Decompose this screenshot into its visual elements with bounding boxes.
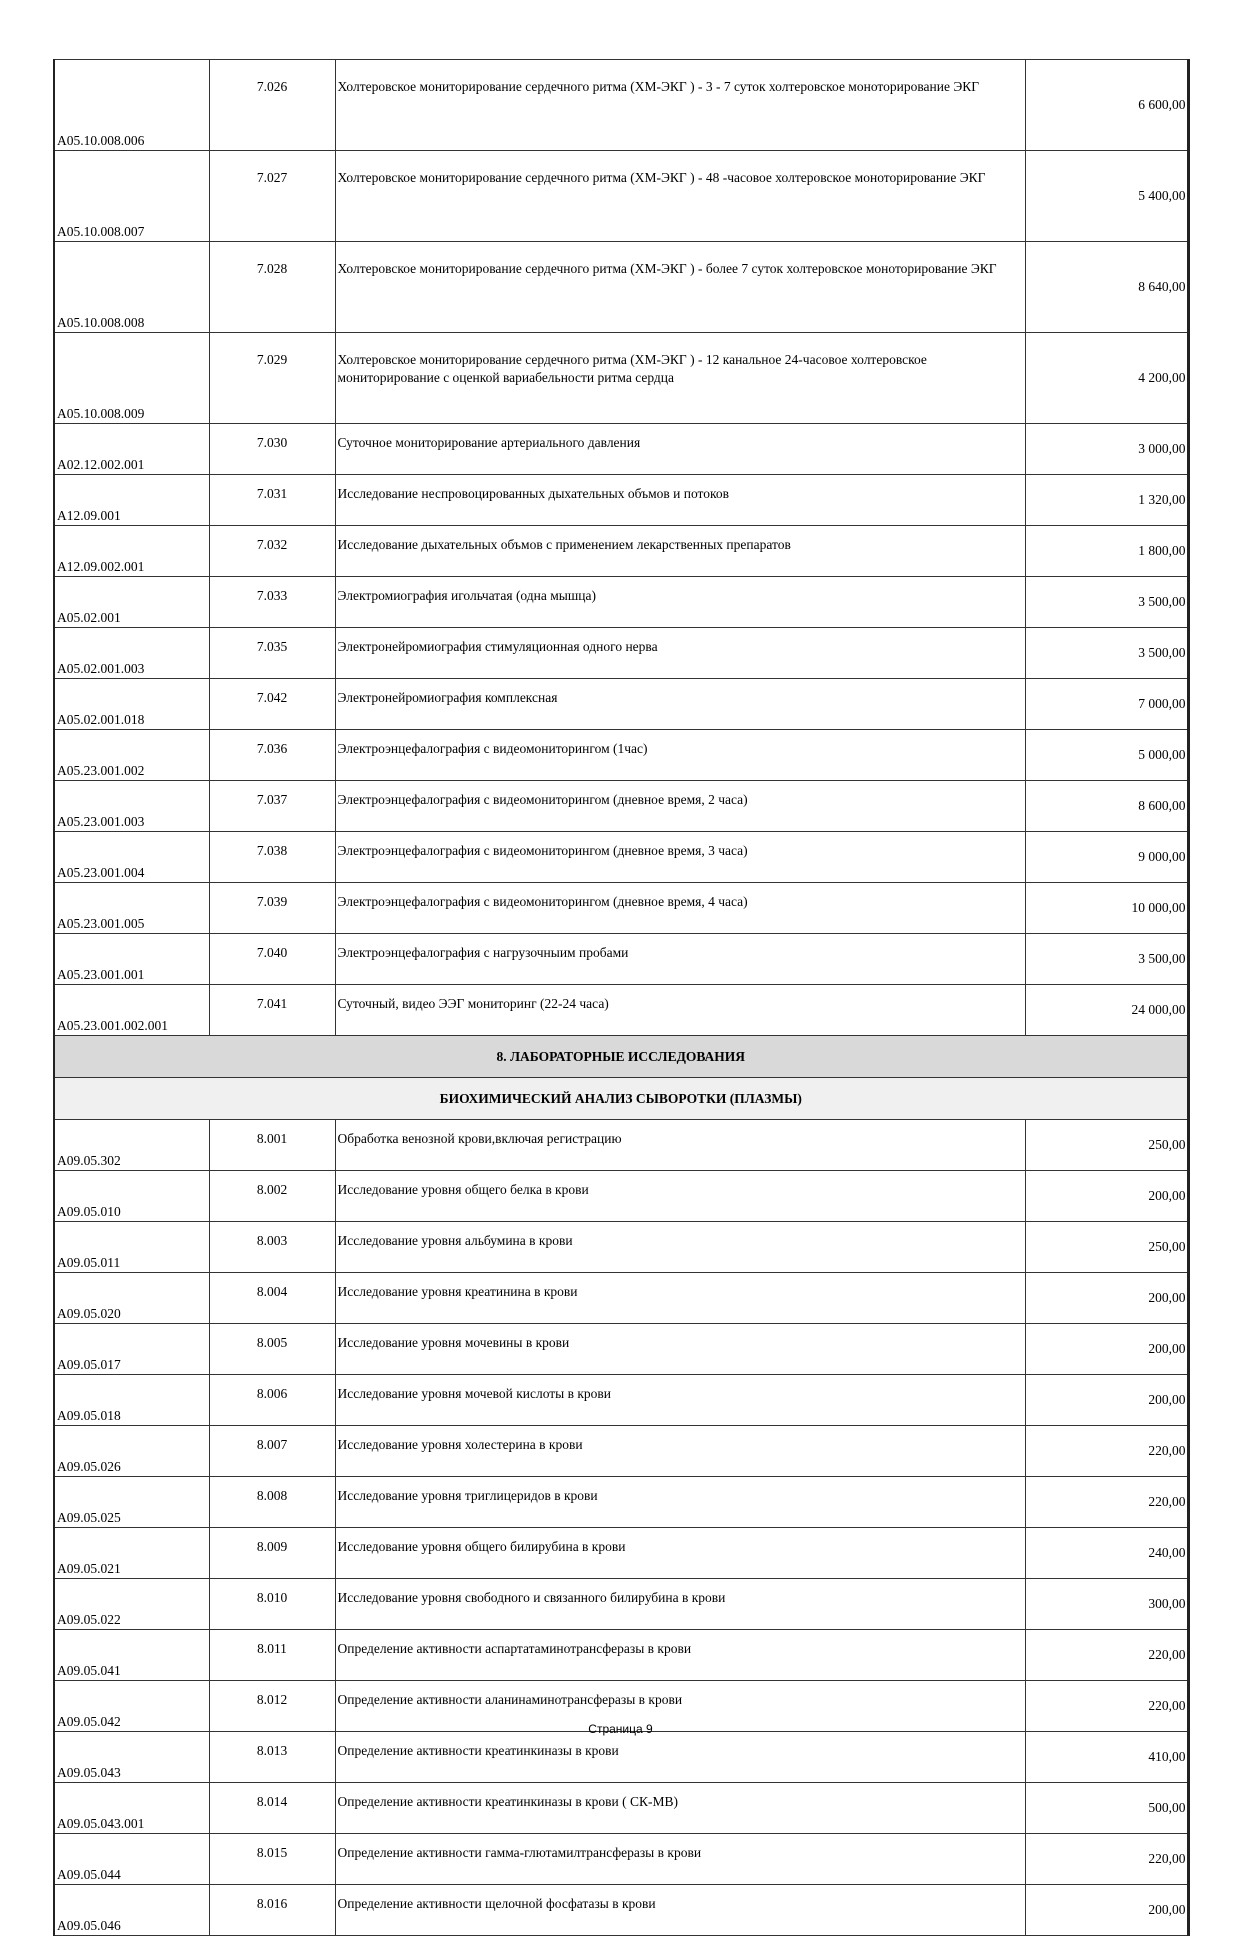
service-description-cell: Исследование неспровоцированных дыхательных объмов и потоков bbox=[335, 475, 1025, 526]
price-cell: 8 600,00 bbox=[1025, 781, 1188, 832]
price-cell: 500,00 bbox=[1025, 1783, 1188, 1834]
subsection-title: БИОХИМИЧЕСКИЙ АНАЛИЗ СЫВОРОТКИ (ПЛАЗМЫ) bbox=[54, 1078, 1188, 1120]
item-number-cell: 8.004 bbox=[209, 1273, 335, 1324]
price-cell: 24 000,00 bbox=[1025, 985, 1188, 1036]
table-row bbox=[54, 832, 1188, 883]
price-cell: 4 200,00 bbox=[1025, 333, 1188, 424]
item-number-cell: 8.014 bbox=[209, 1783, 335, 1834]
service-code-cell: A12.09.002.001 bbox=[54, 526, 209, 577]
price-cell: 250,00 bbox=[1025, 1120, 1188, 1171]
item-number-cell: 7.026 bbox=[209, 60, 335, 151]
table-row bbox=[54, 333, 1188, 424]
service-description-cell: Исследование уровня креатинина в крови bbox=[335, 1273, 1025, 1324]
service-description-cell: Исследование уровня мочевины в крови bbox=[335, 1324, 1025, 1375]
service-description-cell: Суточное мониторирование артериального давления bbox=[335, 424, 1025, 475]
price-cell: 10 000,00 bbox=[1025, 883, 1188, 934]
table-row bbox=[54, 577, 1188, 628]
service-code-cell: A09.05.011 bbox=[54, 1222, 209, 1273]
table-row bbox=[54, 1732, 1188, 1783]
price-cell: 220,00 bbox=[1025, 1681, 1188, 1732]
item-number-cell: 7.030 bbox=[209, 424, 335, 475]
table-row bbox=[54, 679, 1188, 730]
table-row bbox=[54, 730, 1188, 781]
table-row bbox=[54, 475, 1188, 526]
service-description-cell: Суточный, видео ЭЭГ мониторинг (22-24 часа) bbox=[335, 985, 1025, 1036]
service-code-cell: A09.05.026 bbox=[54, 1426, 209, 1477]
price-cell: 220,00 bbox=[1025, 1834, 1188, 1885]
price-cell: 220,00 bbox=[1025, 1426, 1188, 1477]
service-code-cell: A05.10.008.007 bbox=[54, 151, 209, 242]
item-number-cell: 7.041 bbox=[209, 985, 335, 1036]
table-row bbox=[54, 1477, 1188, 1528]
service-description-cell: Холтеровское мониторирование сердечного ритма (ХМ-ЭКГ ) - 3 - 7 суток холтеровское моноторирование ЭКГ bbox=[335, 60, 1025, 151]
price-cell: 5 000,00 bbox=[1025, 730, 1188, 781]
service-description-cell: Электроэнцефалография с видеомониторингом (дневное время, 3 часа) bbox=[335, 832, 1025, 883]
price-list-page bbox=[53, 59, 1187, 1936]
price-cell: 200,00 bbox=[1025, 1171, 1188, 1222]
service-description-cell: Электроэнцефалография с нагрузочныим пробами bbox=[335, 934, 1025, 985]
price-table-body-part2 bbox=[54, 1120, 1188, 1936]
table-row bbox=[54, 883, 1188, 934]
item-number-cell: 8.002 bbox=[209, 1171, 335, 1222]
item-number-cell: 7.027 bbox=[209, 151, 335, 242]
price-cell: 3 000,00 bbox=[1025, 424, 1188, 475]
service-description-cell: Исследование уровня холестерина в крови bbox=[335, 1426, 1025, 1477]
service-code-cell: A05.02.001.018 bbox=[54, 679, 209, 730]
service-description-cell: Исследование уровня триглицеридов в крови bbox=[335, 1477, 1025, 1528]
item-number-cell: 8.011 bbox=[209, 1630, 335, 1681]
service-code-cell: A09.05.043.001 bbox=[54, 1783, 209, 1834]
service-code-cell: A09.05.042 bbox=[54, 1681, 209, 1732]
price-cell: 200,00 bbox=[1025, 1273, 1188, 1324]
service-code-cell: A05.23.001.002.001 bbox=[54, 985, 209, 1036]
service-code-cell: A05.02.001 bbox=[54, 577, 209, 628]
service-description-cell: Определение активности аланинаминотрансферазы в крови bbox=[335, 1681, 1025, 1732]
service-code-cell: A05.23.001.004 bbox=[54, 832, 209, 883]
item-number-cell: 7.033 bbox=[209, 577, 335, 628]
table-row bbox=[54, 1885, 1188, 1936]
service-description-cell: Исследование дыхательных объмов с применением лекарственных препаратов bbox=[335, 526, 1025, 577]
service-code-cell: A09.05.043 bbox=[54, 1732, 209, 1783]
service-description-cell: Определение активности креатинкиназы в крови bbox=[335, 1732, 1025, 1783]
price-cell: 3 500,00 bbox=[1025, 628, 1188, 679]
price-cell: 200,00 bbox=[1025, 1885, 1188, 1936]
section-headers bbox=[54, 1036, 1188, 1120]
table-row bbox=[54, 1324, 1188, 1375]
item-number-cell: 8.009 bbox=[209, 1528, 335, 1579]
service-code-cell: A09.05.044 bbox=[54, 1834, 209, 1885]
service-code-cell: A09.05.021 bbox=[54, 1528, 209, 1579]
service-code-cell: A09.05.018 bbox=[54, 1375, 209, 1426]
table-row bbox=[54, 781, 1188, 832]
price-cell: 200,00 bbox=[1025, 1375, 1188, 1426]
service-description-cell: Определение активности аспартатаминотрансферазы в крови bbox=[335, 1630, 1025, 1681]
service-code-cell: A09.05.025 bbox=[54, 1477, 209, 1528]
table-row bbox=[54, 934, 1188, 985]
service-code-cell: A12.09.001 bbox=[54, 475, 209, 526]
item-number-cell: 7.040 bbox=[209, 934, 335, 985]
page-footer: Страница 9 bbox=[588, 1722, 653, 1736]
service-code-cell: A02.12.002.001 bbox=[54, 424, 209, 475]
service-code-cell: A09.05.010 bbox=[54, 1171, 209, 1222]
price-cell: 7 000,00 bbox=[1025, 679, 1188, 730]
service-description-cell: Исследование уровня мочевой кислоты в крови bbox=[335, 1375, 1025, 1426]
price-cell: 220,00 bbox=[1025, 1477, 1188, 1528]
price-cell: 8 640,00 bbox=[1025, 242, 1188, 333]
section-title: 8. ЛАБОРАТОРНЫЕ ИССЛЕДОВАНИЯ bbox=[54, 1036, 1188, 1078]
service-description-cell: Исследование уровня альбумина в крови bbox=[335, 1222, 1025, 1273]
price-cell: 300,00 bbox=[1025, 1579, 1188, 1630]
service-code-cell: A05.23.001.002 bbox=[54, 730, 209, 781]
price-cell: 410,00 bbox=[1025, 1732, 1188, 1783]
item-number-cell: 8.015 bbox=[209, 1834, 335, 1885]
service-description-cell: Электроэнцефалография с видеомониторингом (дневное время, 2 часа) bbox=[335, 781, 1025, 832]
item-number-cell: 7.039 bbox=[209, 883, 335, 934]
table-row bbox=[54, 60, 1188, 151]
table-row bbox=[54, 151, 1188, 242]
item-number-cell: 7.032 bbox=[209, 526, 335, 577]
subsection-header-row bbox=[54, 1078, 1188, 1120]
table-row bbox=[54, 526, 1188, 577]
price-table bbox=[53, 59, 1190, 1936]
item-number-cell: 8.012 bbox=[209, 1681, 335, 1732]
item-number-cell: 7.037 bbox=[209, 781, 335, 832]
service-code-cell: A05.10.008.006 bbox=[54, 60, 209, 151]
price-cell: 3 500,00 bbox=[1025, 577, 1188, 628]
item-number-cell: 7.038 bbox=[209, 832, 335, 883]
table-row bbox=[54, 985, 1188, 1036]
table-row bbox=[54, 242, 1188, 333]
price-cell: 1 320,00 bbox=[1025, 475, 1188, 526]
service-description-cell: Холтеровское мониторирование сердечного ритма (ХМ-ЭКГ ) - 48 -часовое холтеровское моноторирование ЭКГ bbox=[335, 151, 1025, 242]
service-description-cell: Электроэнцефалография с видеомониторингом (дневное время, 4 часа) bbox=[335, 883, 1025, 934]
item-number-cell: 7.029 bbox=[209, 333, 335, 424]
price-cell: 9 000,00 bbox=[1025, 832, 1188, 883]
service-description-cell: Исследование уровня общего белка в крови bbox=[335, 1171, 1025, 1222]
service-code-cell: A05.23.001.003 bbox=[54, 781, 209, 832]
service-code-cell: A05.02.001.003 bbox=[54, 628, 209, 679]
service-description-cell: Определение активности щелочной фосфатазы в крови bbox=[335, 1885, 1025, 1936]
table-row bbox=[54, 1579, 1188, 1630]
table-row bbox=[54, 1834, 1188, 1885]
item-number-cell: 8.006 bbox=[209, 1375, 335, 1426]
section-header-row bbox=[54, 1036, 1188, 1078]
item-number-cell: 7.035 bbox=[209, 628, 335, 679]
price-cell: 240,00 bbox=[1025, 1528, 1188, 1579]
item-number-cell: 7.031 bbox=[209, 475, 335, 526]
item-number-cell: 8.003 bbox=[209, 1222, 335, 1273]
service-description-cell: Исследование уровня свободного и связанного билирубина в крови bbox=[335, 1579, 1025, 1630]
service-description-cell: Электроэнцефалография с видеомониторингом (1час) bbox=[335, 730, 1025, 781]
service-description-cell: Электронейромиография стимуляционная одного нерва bbox=[335, 628, 1025, 679]
table-row bbox=[54, 1222, 1188, 1273]
table-row bbox=[54, 1375, 1188, 1426]
service-code-cell: A05.23.001.005 bbox=[54, 883, 209, 934]
item-number-cell: 7.036 bbox=[209, 730, 335, 781]
service-description-cell: Исследование уровня общего билирубина в крови bbox=[335, 1528, 1025, 1579]
service-code-cell: A05.23.001.001 bbox=[54, 934, 209, 985]
service-description-cell: Холтеровское мониторирование сердечного ритма (ХМ-ЭКГ ) - более 7 суток холтеровское моноторирование ЭКГ bbox=[335, 242, 1025, 333]
price-cell: 3 500,00 bbox=[1025, 934, 1188, 985]
item-number-cell: 8.016 bbox=[209, 1885, 335, 1936]
item-number-cell: 8.013 bbox=[209, 1732, 335, 1783]
service-code-cell: A09.05.041 bbox=[54, 1630, 209, 1681]
item-number-cell: 8.010 bbox=[209, 1579, 335, 1630]
service-code-cell: A09.05.302 bbox=[54, 1120, 209, 1171]
service-description-cell: Электромиография игольчатая (одна мышца) bbox=[335, 577, 1025, 628]
item-number-cell: 8.005 bbox=[209, 1324, 335, 1375]
price-cell: 220,00 bbox=[1025, 1630, 1188, 1681]
item-number-cell: 7.042 bbox=[209, 679, 335, 730]
table-row bbox=[54, 1426, 1188, 1477]
table-row bbox=[54, 1120, 1188, 1171]
service-code-cell: A09.05.020 bbox=[54, 1273, 209, 1324]
service-description-cell: Определение активности гамма-глютамилтрансферазы в крови bbox=[335, 1834, 1025, 1885]
table-row bbox=[54, 424, 1188, 475]
item-number-cell: 8.008 bbox=[209, 1477, 335, 1528]
price-cell: 200,00 bbox=[1025, 1324, 1188, 1375]
service-code-cell: A09.05.022 bbox=[54, 1579, 209, 1630]
table-row bbox=[54, 628, 1188, 679]
price-table-body-part1 bbox=[54, 60, 1188, 1036]
service-code-cell: A05.10.008.009 bbox=[54, 333, 209, 424]
service-description-cell: Обработка венозной крови,включая регистрацию bbox=[335, 1120, 1025, 1171]
price-cell: 5 400,00 bbox=[1025, 151, 1188, 242]
table-row bbox=[54, 1528, 1188, 1579]
table-row bbox=[54, 1171, 1188, 1222]
table-row bbox=[54, 1273, 1188, 1324]
service-code-cell: A09.05.017 bbox=[54, 1324, 209, 1375]
item-number-cell: 7.028 bbox=[209, 242, 335, 333]
table-row bbox=[54, 1630, 1188, 1681]
price-cell: 1 800,00 bbox=[1025, 526, 1188, 577]
item-number-cell: 8.001 bbox=[209, 1120, 335, 1171]
service-code-cell: A05.10.008.008 bbox=[54, 242, 209, 333]
table-row bbox=[54, 1783, 1188, 1834]
service-description-cell: Электронейромиография комплексная bbox=[335, 679, 1025, 730]
item-number-cell: 8.007 bbox=[209, 1426, 335, 1477]
service-description-cell: Определение активности креатинкиназы в крови ( СК-МВ) bbox=[335, 1783, 1025, 1834]
service-description-cell: Холтеровское мониторирование сердечного ритма (ХМ-ЭКГ ) - 12 канальное 24-часовое холтеровское мониторирование с оценкой вариабельности ритма сердца bbox=[335, 333, 1025, 424]
service-code-cell: A09.05.046 bbox=[54, 1885, 209, 1936]
price-cell: 6 600,00 bbox=[1025, 60, 1188, 151]
price-cell: 250,00 bbox=[1025, 1222, 1188, 1273]
